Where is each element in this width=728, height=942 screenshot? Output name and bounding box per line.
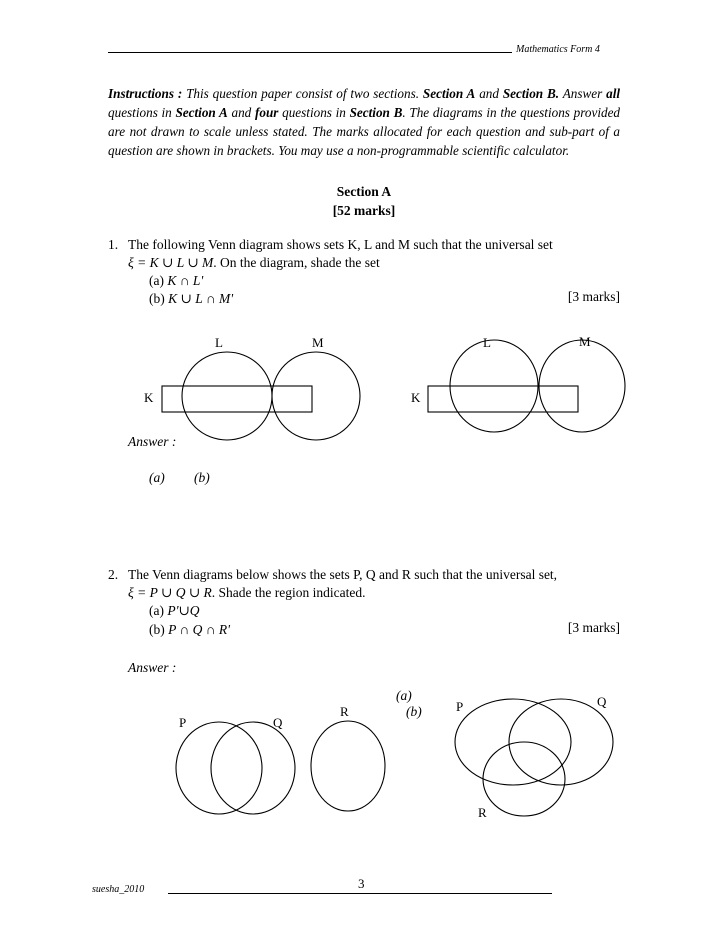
instructions-text: . The diagrams in the questions provided are not drawn to scale unless stated. The marks allocated for each question and sub-part of a question are shown in brackets. You may use a non-programmable scientific calculator.: [108, 105, 621, 158]
instructions-section-b: Section B.: [502, 86, 560, 101]
label-p: P: [179, 715, 187, 730]
q2-number: 2.: [108, 567, 119, 582]
footer-rule: [168, 893, 552, 894]
section-title: Section A: [336, 184, 392, 199]
instructions-text: This question paper consist of two sections.: [182, 86, 423, 101]
label-r: R: [340, 704, 349, 719]
q2-answer-label: Answer :: [128, 660, 177, 675]
instructions-text: and: [227, 105, 255, 120]
q1-part-a-expr: K ∩ L': [167, 273, 204, 288]
q1-part-b-label: (b): [149, 291, 165, 306]
header-subject: Mathematics Form 4: [516, 44, 600, 55]
q1-answer-a: (a): [149, 470, 165, 485]
set-p-circle: [176, 722, 262, 814]
q1-number: 1.: [108, 237, 119, 252]
label-r: R: [478, 805, 487, 820]
instructions-label: Instructions :: [108, 86, 183, 101]
label-l: L: [215, 335, 223, 350]
set-q-circle: [211, 722, 295, 814]
label-q: Q: [273, 715, 283, 730]
q2-venn-left: [176, 721, 385, 814]
label-m: M: [312, 335, 324, 350]
set-r-circle: [311, 721, 385, 811]
q2-answer-a: (a): [396, 688, 412, 703]
set-p-circle: [455, 699, 571, 785]
instructions-text: questions in: [108, 105, 176, 120]
q2-part-b-label: (b): [149, 622, 165, 637]
label-q: Q: [597, 694, 607, 709]
q1-line1: The following Venn diagram shows sets K, L and M such that the universal set: [128, 237, 553, 252]
q1-universal-set: ξ = K ∪ L ∪ M: [128, 255, 214, 270]
instructions-section-a: Section A: [422, 86, 476, 101]
q2-line2-text: . Shade the region indicated.: [211, 585, 366, 600]
q2-part-b-expr: P ∩ Q ∩ R': [168, 622, 231, 637]
instructions-text: questions in: [278, 105, 350, 120]
q2-venn-right: [455, 699, 613, 816]
label-k: K: [144, 390, 154, 405]
instructions-four: four: [254, 105, 279, 120]
q2-marks: [3 marks]: [567, 620, 620, 635]
q1-answer-b: (b): [194, 470, 210, 485]
q1-answer-label: Answer :: [128, 434, 177, 449]
instructions-text: Answer: [559, 86, 607, 101]
q1-part-b-expr: K ∪ L ∩ M': [168, 291, 234, 306]
label-p: P: [456, 699, 464, 714]
q1-part-a-label: (a): [149, 273, 164, 288]
q1-marks: [3 marks]: [567, 289, 620, 304]
set-r-circle: [483, 742, 565, 816]
label-k: K: [411, 390, 421, 405]
q2-universal-set: ξ = P ∪ Q ∪ R: [128, 585, 212, 600]
q2-part-a-label: (a): [149, 603, 164, 618]
label-l: L: [483, 335, 491, 350]
page-number: 3: [358, 876, 365, 891]
instructions-text: and: [475, 86, 503, 101]
q2-answer-b: (b): [406, 704, 422, 719]
q1-line2-text: . On the diagram, shade the set: [213, 255, 380, 270]
section-marks: [52 marks]: [332, 203, 396, 218]
instructions-section-b: Section B: [349, 105, 403, 120]
q2-line1: The Venn diagrams below shows the sets P, Q and R such that the universal set,: [128, 567, 558, 582]
instructions-all: all: [606, 86, 621, 101]
label-m: M: [579, 334, 591, 349]
q2-part-a-expr: P'∪Q: [167, 603, 200, 618]
instructions-section-a: Section A: [175, 105, 228, 120]
footer-author: suesha_2010: [92, 884, 145, 895]
